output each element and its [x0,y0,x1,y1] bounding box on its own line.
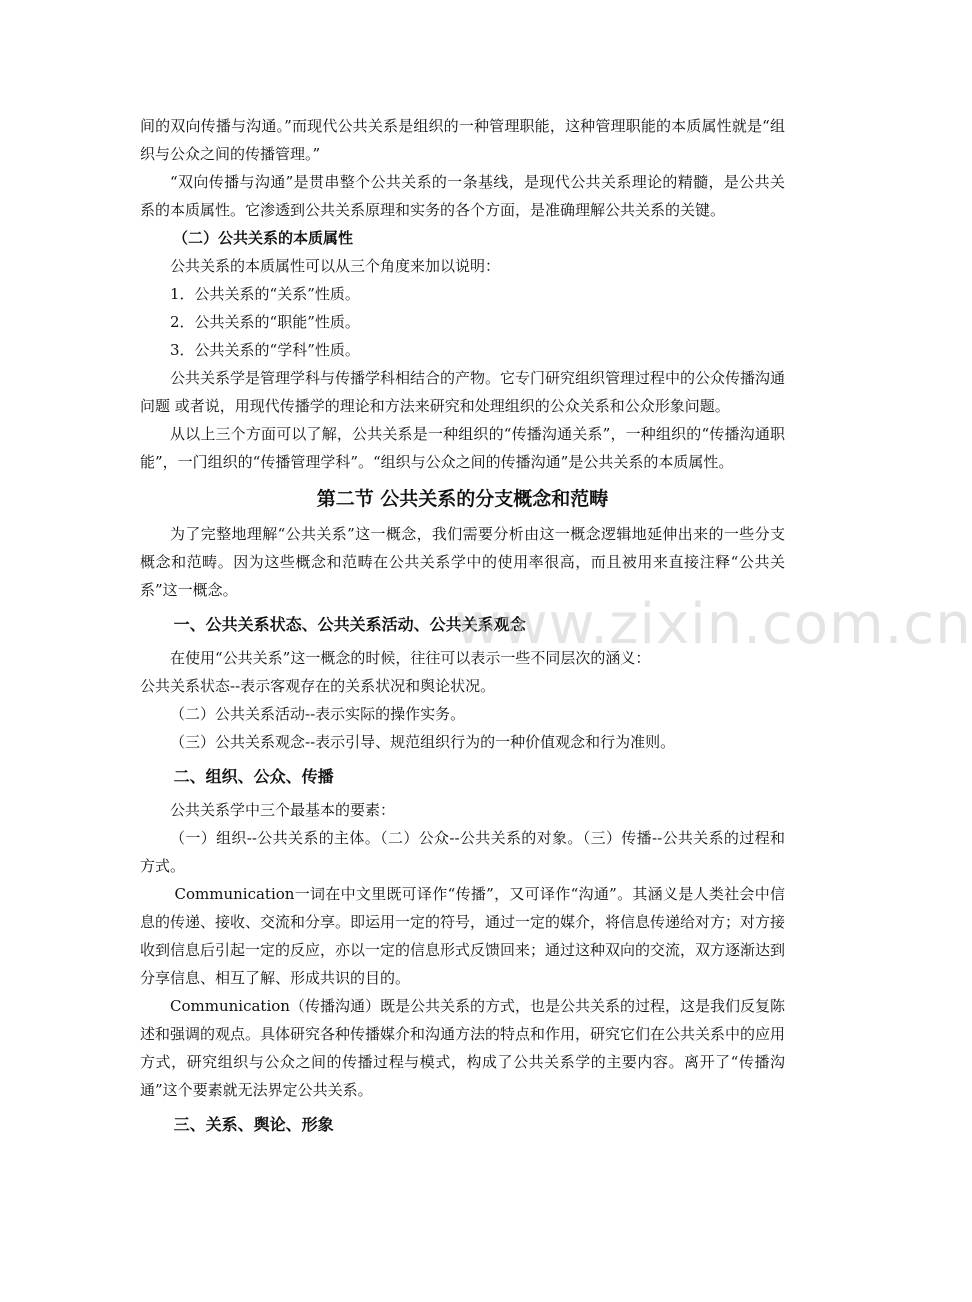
section-title: 第二节 公共关系的分支概念和范畴 [316,488,609,510]
paragraph: （三）公共关系观念--表示引导、规范组织行为的一种价值观念和行为准则。 [170,733,676,751]
paragraph: Communication（传播沟通）既是公共关系的方式，也是公共关系的过程，这是我们反复陈述和强调的观点。具体研究各种传播媒介和沟通方法的特点和作用，研究它们在公共关系中的应用方式，研究组织与公众之间的传播过程与模式，构成了公共关系学的主要内容。离开了“传播沟通”这个要素就无法界定公共关系。 [140,997,786,1099]
watermark: www.zixin.com.cn [455,592,972,657]
subheading-essence: （二）公共关系的本质属性 [173,229,354,247]
paragraph: 在使用“公共关系”这一概念的时候，往往可以表示一些不同层次的涵义： [170,649,651,667]
paragraph: “双向传播与沟通”是贯串整个公共关系的一条基线，是现代公共关系理论的精髓，是公共关系的本质属性。它渗透到公共关系原理和实务的各个方面，是准确理解公共关系的关键。 [140,173,785,219]
paragraph: 公共关系学中三个最基本的要素： [170,801,396,819]
list-item: 3．公共关系的“学科”性质。 [170,341,360,359]
paragraph: （二）公共关系活动--表示实际的操作实务。 [170,705,466,723]
list-item: 2．公共关系的“职能”性质。 [170,313,360,331]
heading-two: 二、组织、公众、传播 [173,767,334,786]
paragraph: 公共关系状态--表示客观存在的关系状况和舆论状况。 [140,677,496,695]
heading-three: 三、关系、舆论、形象 [173,1115,334,1134]
paragraph: 公共关系的本质属性可以从三个角度来加以说明： [170,257,501,275]
paragraph: （一）组织--公共关系的主体。（二）公众--公共关系的对象。（三）传播--公共关系的过程和方式。 [140,829,785,875]
paragraph: Communication一词在中文里既可译作“传播”，又可译作“沟通”。其涵义是人类社会中信息的传递、接收、交流和分享。即运用一定的符号，通过一定的媒介，将信息传递给对方；对方接收到信息后引起一定的反应，亦以一定的信息形式反馈回来；通过这种双向的交流，双方逐渐达到分享信息、相互了解、形成共识的目的。 [140,885,786,987]
list-item: 1．公共关系的“关系”性质。 [170,285,360,303]
document-body [140,112,785,1144]
paragraph: 间的双向传播与沟通。”而现代公共关系是组织的一种管理职能，这种管理职能的本质属性就是“组织与公众之间的传播管理。” [140,117,785,163]
paragraph: 从以上三个方面可以了解，公共关系是一种组织的“传播沟通关系”，一种组织的“传播沟通职能”，一门组织的“传播管理学科”。“组织与公众之间的传播沟通”是公共关系的本质属性。 [140,425,785,471]
paragraph: 公共关系学是管理学科与传播学科相结合的产物。它专门研究组织管理过程中的公众传播沟通问题 或者说，用现代传播学的理论和方法来研究和处理组织的公众关系和公众形象问题。 [140,369,786,415]
paragraph: 为了完整地理解“公共关系”这一概念，我们需要分析由这一概念逻辑地延伸出来的一些分支概念和范畴。因为这些概念和范畴在公共关系学中的使用率很高，而且被用来直接注释“公共关系”这一概念。 [140,525,785,599]
heading-one: 一、公共关系状态、公共关系活动、公共关系观念 [173,615,526,634]
